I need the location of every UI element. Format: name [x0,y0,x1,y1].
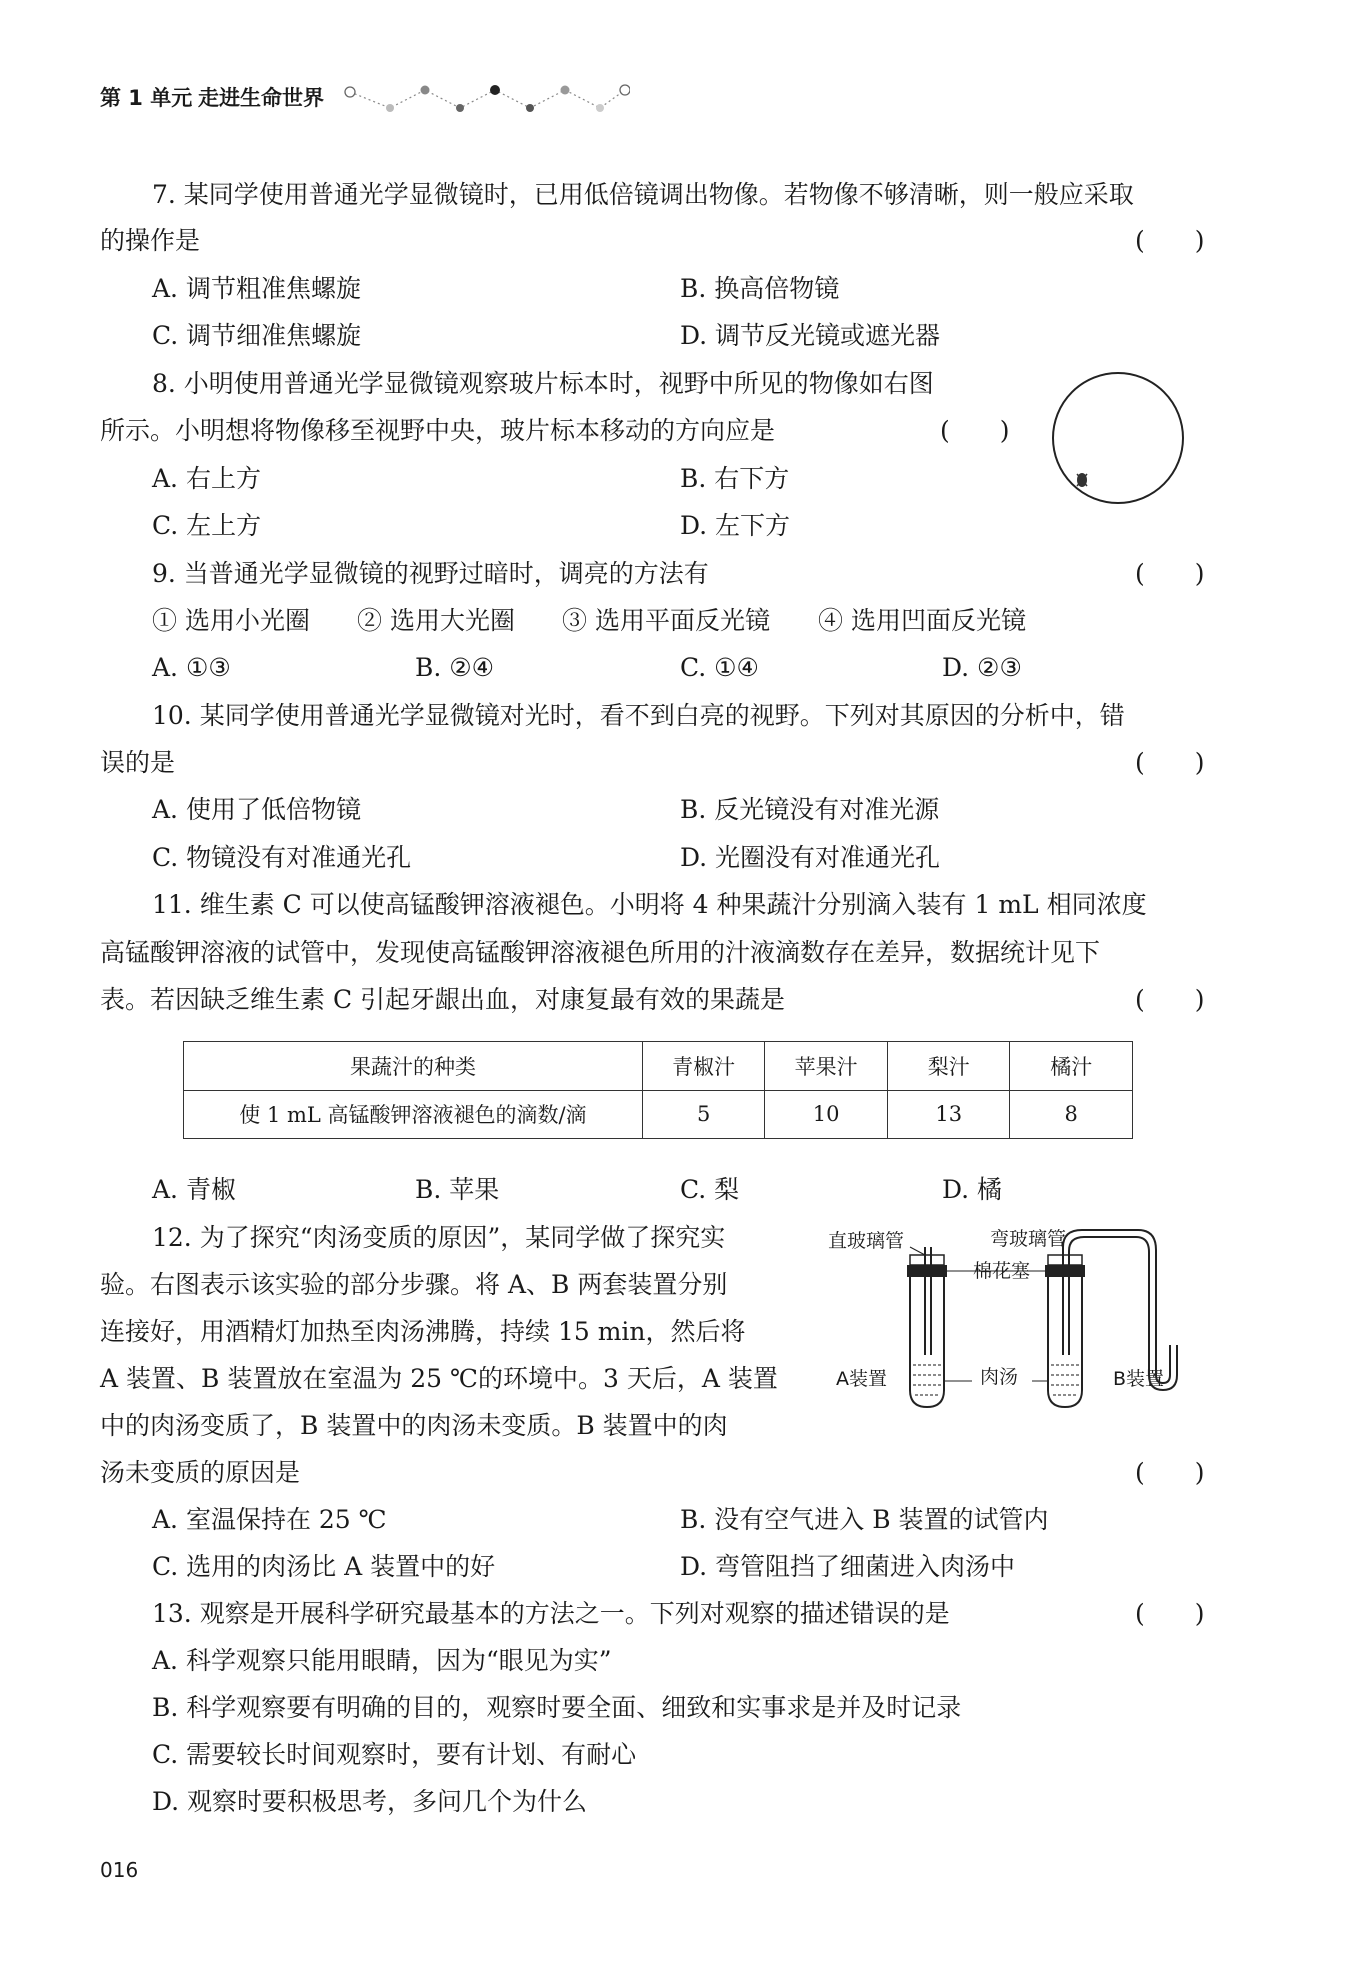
unit-label: 第 1 单元 [100,86,193,110]
q8-option-c: C. 左上方 [152,511,262,540]
q9-option-a: A. ①③ [152,653,231,682]
q8-option-b: B. 右下方 [680,464,790,493]
q12-stem-line6: 汤未变质的原因是 [100,1458,301,1487]
q11-option-d: D. 橘 [942,1175,1003,1204]
header-decoration [340,80,630,116]
q11-option-b: B. 苹果 [415,1175,500,1204]
q8-stem-line2: 所示。小明想将物像移至视野中央，玻片标本移动的方向应是 [100,416,776,445]
q12-option-b: B. 没有空气进入 B 装置的试管内 [680,1505,1049,1534]
q13-option-b: B. 科学观察要有明确的目的，观察时要全面、细致和实事求是并及时记录 [152,1693,962,1722]
microscope-field-figure [1048,370,1188,510]
q8-answer-blank[interactable]: ( ) [940,416,1010,445]
q9-option-b: B. ②④ [415,653,495,682]
q12-stem-line2: 验。右图表示该实验的部分步骤。将 A、B 两套装置分别 [100,1270,728,1299]
q12-stem-line1: 12. 为了探究“肉汤变质的原因”，某同学做了探究实 [152,1223,726,1252]
q7-option-a: A. 调节粗准焦螺旋 [152,274,361,303]
q9-choice-3: ③ 选用平面反光镜 [562,606,770,635]
q10-option-c: C. 物镜没有对准通光孔 [152,843,412,872]
q7-option-c: C. 调节细准焦螺旋 [152,321,362,350]
q9-stem: 9. 当普通光学显微镜的视野过暗时，调亮的方法有 [152,559,709,588]
table-cell: 10 [765,1090,888,1139]
q10-option-d: D. 光圈没有对准通光孔 [680,843,941,872]
q12-option-c: C. 选用的肉汤比 A 装置中的好 [152,1552,496,1581]
q7-option-b: B. 换高倍物镜 [680,274,840,303]
device-a-test-tube [907,1247,947,1407]
q8-option-a: A. 右上方 [152,464,261,493]
q10-stem-line2: 误的是 [100,748,176,777]
table-cell: 使 1 mL 高锰酸钾溶液褪色的滴数/滴 [184,1090,643,1139]
table-header-cell: 青椒汁 [642,1042,765,1091]
q11-stem-line3: 表。若因缺乏维生素 C 引起牙龈出血，对康复最有效的果蔬是 [100,985,786,1014]
q11-data-table [183,1041,1133,1139]
label-broth: 肉汤 [980,1366,1019,1388]
q12-option-a: A. 室温保持在 25 ℃ [152,1505,387,1534]
label-device-a: A装置 [836,1368,887,1390]
label-straight-tube: 直玻璃管 [828,1230,905,1252]
q9-option-c: C. ①④ [680,653,759,682]
q10-answer-blank[interactable]: ( ) [1135,748,1205,777]
q13-stem: 13. 观察是开展科学研究最基本的方法之一。下列对观察的描述错误的是 [152,1599,950,1628]
q10-option-b: B. 反光镜没有对准光源 [680,795,940,824]
q9-choice-4: ④ 选用凹面反光镜 [818,606,1026,635]
device-b-test-tube [1045,1230,1177,1407]
table-header-cell: 橘汁 [1010,1042,1133,1091]
q12-option-d: D. 弯管阻挡了细菌进入肉汤中 [680,1552,1016,1581]
table-row [184,1090,1133,1139]
q7-option-d: D. 调节反光镜或遮光器 [680,321,941,350]
q11-stem-line2: 高锰酸钾溶液的试管中，发现使高锰酸钾溶液褪色所用的汁液滴数存在差异，数据统计见下 [100,938,1101,967]
label-cotton-plug: 棉花塞 [973,1260,1031,1282]
q10-option-a: A. 使用了低倍物镜 [152,795,361,824]
q13-option-d: D. 观察时要积极思考，多问几个为什么 [152,1787,588,1816]
q12-stem-line3: 连接好，用酒精灯加热至肉汤沸腾，持续 15 min，然后将 [100,1317,746,1346]
q8-stem-line1: 8. 小明使用普通光学显微镜观察玻片标本时，视野中所见的物像如右图 [152,369,934,398]
table-cell: 5 [642,1090,765,1139]
q13-option-c: C. 需要较长时间观察时，要有计划、有耐心 [152,1740,637,1769]
table-header-row [184,1042,1133,1091]
q9-choice-1: ① 选用小光圈 [152,606,310,635]
q12-stem-line4: A 装置、B 装置放在室温为 25 ℃的环境中。3 天后，A 装置 [100,1364,778,1393]
q9-choice-2: ② 选用大光圈 [357,606,515,635]
view-field-circle [1053,373,1183,503]
q7-answer-blank[interactable]: ( ) [1135,226,1205,255]
q12-stem-line5: 中的肉汤变质了，B 装置中的肉汤未变质。B 装置中的肉 [100,1411,728,1440]
label-device-b: B装置 [1113,1368,1165,1390]
q7-stem-line2: 的操作是 [100,226,201,255]
table-header-cell: 梨汁 [887,1042,1010,1091]
q13-answer-blank[interactable]: ( ) [1135,1599,1205,1628]
specimen-image [1077,473,1087,487]
page-number: 016 [100,1858,139,1882]
q9-answer-blank[interactable]: ( ) [1135,559,1205,588]
q11-option-a: A. 青椒 [152,1175,236,1204]
q9-option-d: D. ②③ [942,653,1022,682]
q8-option-d: D. 左下方 [680,511,791,540]
q7-stem-line1: 7. 某同学使用普通光学显微镜时，已用低倍镜调出物像。若物像不够清晰，则一般应采取 [152,180,1134,209]
unit-title: 走进生命世界 [198,86,324,110]
q11-stem-line1: 11. 维生素 C 可以使高锰酸钾溶液褪色。小明将 4 种果蔬汁分别滴入装有 1 mL 相同浓度 [152,890,1147,919]
q11-answer-blank[interactable]: ( ) [1135,985,1205,1014]
q10-stem-line1: 10. 某同学使用普通光学显微镜对光时，看不到白亮的视野。下列对其原因的分析中，错 [152,701,1125,730]
q12-answer-blank[interactable]: ( ) [1135,1458,1205,1487]
table-header-cell: 果蔬汁的种类 [184,1042,643,1091]
table-cell: 13 [887,1090,1010,1139]
broth-experiment-diagram [820,1225,1200,1415]
q13-option-a: A. 科学观察只能用眼睛，因为“眼见为实” [152,1646,612,1675]
table-cell: 8 [1010,1090,1133,1139]
table-header-cell: 苹果汁 [765,1042,888,1091]
label-bent-tube: 弯玻璃管 [990,1228,1067,1250]
q11-option-c: C. 梨 [680,1175,740,1204]
